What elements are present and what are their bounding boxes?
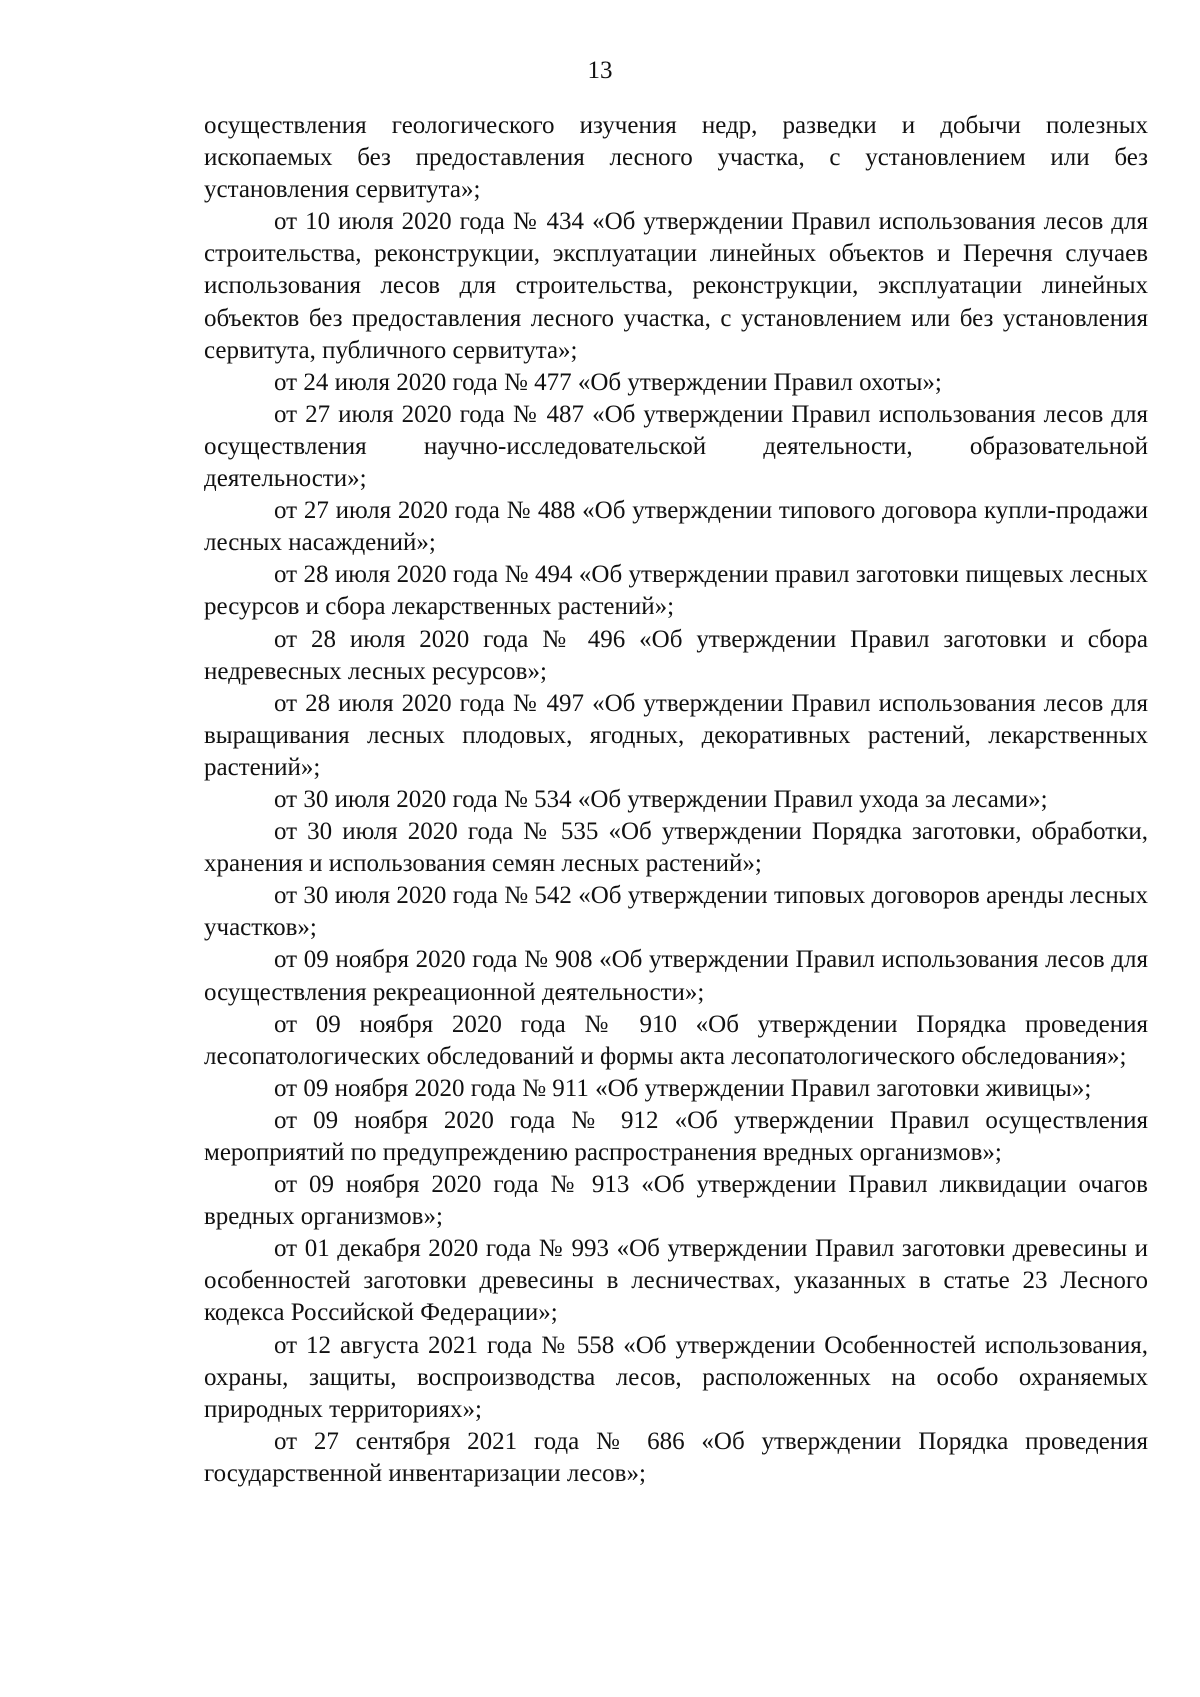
paragraph: от 10 июля 2020 года № 434 «Об утверждении Правил использования лесов для строительства, реконструкции, эксплуатации линейных объектов и Перечня случаев использования лесов для строительства, реконструкции, эксплуатации линейных объектов без предоставления лесного участка, с установлением или без установления сервитута, публичного сервитута»; — [204, 208, 1148, 364]
paragraph: от 28 июля 2020 года № 497 «Об утверждении Правил использования лесов для выращивания лесных плодовых, ягодных, декоративных растений, лекарственных растений»; — [204, 689, 1148, 781]
paragraph: от 28 июля 2020 года № 496 «Об утверждении Правил заготовки и сбора недревесных лесных ресурсов»; — [204, 625, 1148, 685]
paragraph: от 27 сентября 2021 года № 686 «Об утверждении Порядка проведения государственной инвентаризации лесов»; — [204, 1427, 1148, 1487]
paragraph: от 09 ноября 2020 года № 910 «Об утверждении Порядка проведения лесопатологических обследований и формы акта лесопатологического обследования»; — [204, 1010, 1148, 1070]
document-body — [204, 110, 1148, 1490]
paragraph: от 01 декабря 2020 года № 993 «Об утверждении Правил заготовки древесины и особенностей заготовки древесины в лесничествах, указанных в статье 23 Лесного кодекса Российской Федерации»; — [204, 1235, 1148, 1327]
paragraph: от 30 июля 2020 года № 542 «Об утверждении типовых договоров аренды лесных участков»; — [204, 882, 1148, 942]
paragraph: от 27 июля 2020 года № 487 «Об утверждении Правил использования лесов для осуществления научно-исследовательской деятельности, образовательной деятельности»; — [204, 400, 1148, 493]
page-number: 13 — [587, 57, 613, 84]
paragraph: от 09 ноября 2020 года № 912 «Об утверждении Правил осуществления мероприятий по предупреждению распространения вредных организмов»; — [204, 1106, 1148, 1166]
paragraph: от 12 августа 2021 года № 558 «Об утверждении Особенностей использования, охраны, защиты, воспроизводства лесов, расположенных на особо охраняемых природных территориях»; — [204, 1331, 1148, 1423]
paragraph: от 09 ноября 2020 года № 908 «Об утверждении Правил использования лесов для осуществления рекреационной деятельности»; — [204, 946, 1148, 1006]
paragraph: от 30 июля 2020 года № 535 «Об утверждении Порядка заготовки, обработки, хранения и использования семян лесных растений»; — [204, 818, 1148, 878]
paragraph: от 27 июля 2020 года № 488 «Об утверждении типового договора купли-продажи лесных насаждений»; — [204, 497, 1148, 557]
paragraph: от 24 июля 2020 года № 477 «Об утверждении Правил охоты»; — [274, 368, 942, 396]
paragraph: от 09 ноября 2020 года № 911 «Об утверждении Правил заготовки живицы»; — [274, 1074, 1092, 1102]
paragraph: от 30 июля 2020 года № 534 «Об утверждении Правил ухода за лесами»; — [274, 785, 1048, 813]
paragraph: осуществления геологического изучения недр, разведки и добычи полезных ископаемых без предоставления лесного участка, с установлением или без установления сервитута»; — [204, 112, 1148, 204]
paragraph: от 09 ноября 2020 года № 913 «Об утверждении Правил ликвидации очагов вредных организмов»; — [204, 1171, 1148, 1231]
paragraph: от 28 июля 2020 года № 494 «Об утверждении правил заготовки пищевых лесных ресурсов и сбора лекарственных растений»; — [204, 561, 1148, 621]
